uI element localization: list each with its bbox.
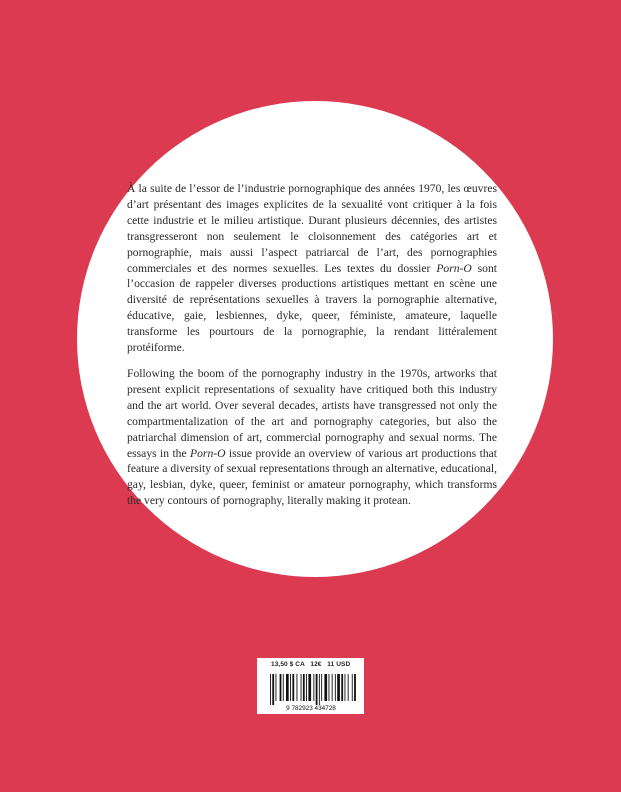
barcode-bar xyxy=(316,674,318,705)
barcode-bar xyxy=(341,674,343,701)
barcode-bar xyxy=(297,674,298,701)
barcode-bar xyxy=(272,674,274,705)
barcode-bar xyxy=(270,674,271,705)
barcode-bar xyxy=(301,674,302,701)
barcode-bar xyxy=(324,674,327,701)
isbn-digits: 9 782923 434728 xyxy=(286,705,336,712)
barcode-bar xyxy=(313,674,314,701)
barcode-bar xyxy=(308,674,311,701)
barcode-bar xyxy=(354,674,356,701)
barcode-bar xyxy=(348,674,349,701)
barcode-bar xyxy=(276,674,277,701)
barcode-bar xyxy=(352,674,353,701)
issue-title-en: Porn-O xyxy=(190,446,226,460)
barcode-bar xyxy=(345,674,346,701)
barcode-bar xyxy=(286,674,289,701)
english-description: Following the boom of the pornography industry in the 1970s, artworks that present explicit representations of sexuality have critiqued both this industry and the art world. Over several decades, artists have transgressed not only the compartmentalization of the art and pornography categories, but also the patriarchal dimension of art, commercial pornography and sexual norms. The essays in the Porn-O issue provide an overview of various art productions that feature a diversity of sexual representations through an alternative, educational, gay, lesbian, dyke, queer, feminist or amateur pornography, which transforms the very contours of pornography, literally making it protean. xyxy=(127,367,497,508)
price-line xyxy=(271,661,350,668)
barcode xyxy=(266,674,356,712)
barcode-bar xyxy=(321,674,322,701)
price-cad: 13,50 $ CA xyxy=(271,661,305,668)
barcode-bar xyxy=(332,674,333,701)
barcode-bar xyxy=(319,674,320,705)
barcode-bar xyxy=(290,674,291,701)
price-usd: 11 USD xyxy=(327,661,351,668)
barcode-bar xyxy=(306,674,307,701)
barcode-bar xyxy=(329,674,330,701)
barcode-bar xyxy=(280,674,282,701)
issue-title-fr: Porn-O xyxy=(436,261,472,275)
barcode-bar xyxy=(335,674,336,701)
barcode-bar xyxy=(283,674,284,701)
barcode-bar xyxy=(337,674,340,701)
french-description: À la suite de l’essor de l’industrie pornographique des années 1970, les œuvres d’art présentant des images explicites de la sexualité vont critiquer à la fois cette industrie et le milieu artistique. Durant plusieurs décennies, des artistes transgresseront non seulement le cloisonnement des catégories art et pornographie, mais aussi l’aspect patriarcal de l’art, des pornographies commerciales et des normes sexuelles. Les textes du dossier Porn-O sont l’occasion de rappeler diverses productions artistiques mettant en scène une diversité de représentations sexuelles à travers la pornographie alternative, éducative, gaie, lesbiennes, dyke, queer, féministe, amateure, laquelle transforme les pourtours de la pornographie, la rendant littéralement protéiforme. xyxy=(127,182,497,355)
price-barcode-box xyxy=(257,658,364,714)
barcode-bar xyxy=(303,674,305,701)
barcode-bar xyxy=(292,674,294,701)
price-eur: 12€ xyxy=(310,661,322,668)
